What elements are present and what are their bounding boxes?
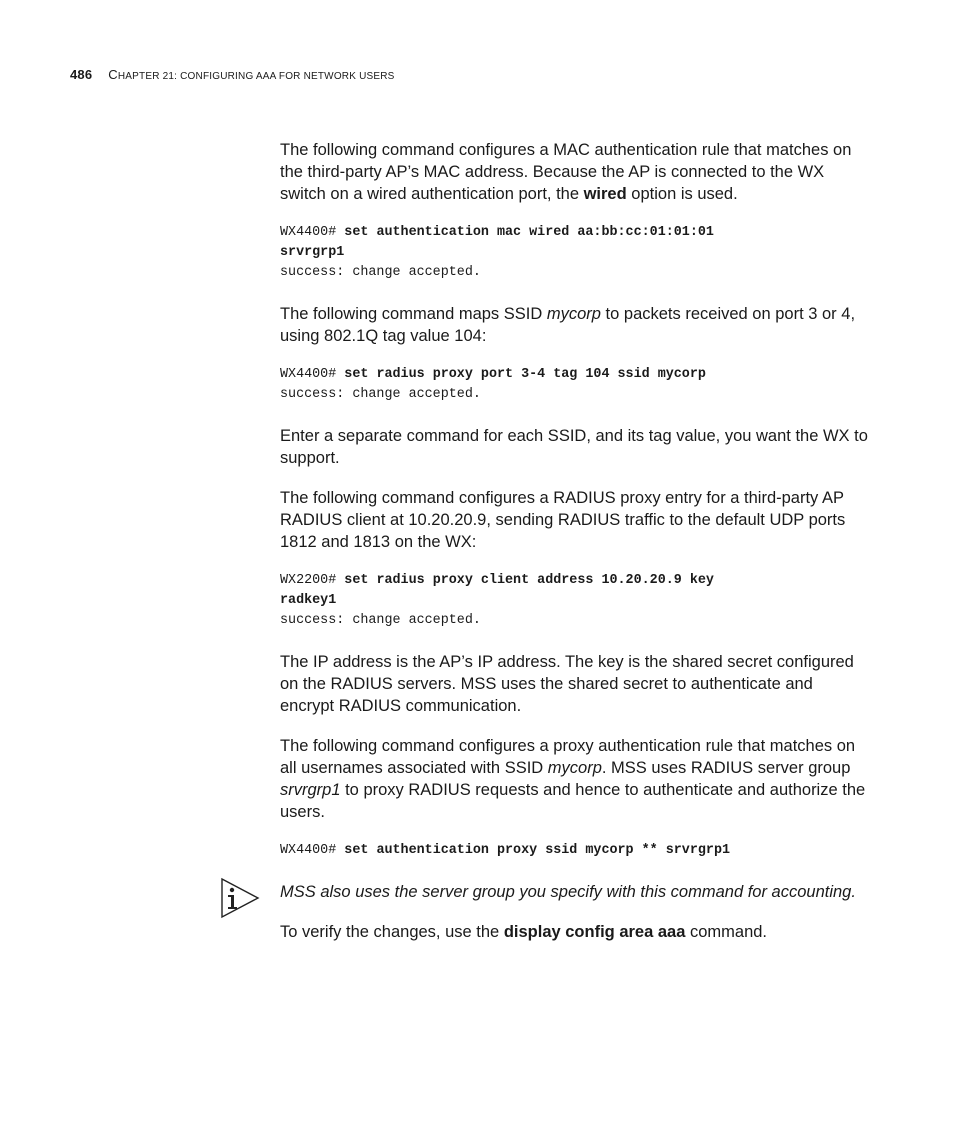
code-block-proxy-port: WX4400# set radius proxy port 3-4 tag 104 ssid mycorp success: change accepted. <box>280 367 706 402</box>
paragraph-ssid-map: The following command maps SSID mycorp to packets received on port 3 or 4, using 802.1Q tag value 104: <box>280 305 856 345</box>
chapter-rest: HAPTER 21: C <box>117 71 188 82</box>
paragraph-separate-command: Enter a separate command for each SSID, and its tag value, you want the WX to support. <box>280 427 868 467</box>
paragraph-mac-auth: The following command configures a MAC authentication rule that matches on the third-party AP’s MAC address. Because the AP is connected to the WX switch on a wired authentication port, the wired option is used. <box>280 141 852 203</box>
page-content <box>280 139 870 961</box>
code-block-auth-proxy: WX4400# set authentication proxy ssid mycorp ** srvrgrp1 <box>280 843 731 858</box>
chapter-title: ONFIGURING AAA FOR NETWORK USERS <box>187 71 395 82</box>
note <box>280 881 870 903</box>
page-header <box>70 67 395 82</box>
chapter-prefix: C <box>108 67 118 82</box>
code-block-mac-auth: WX4400# set authentication mac wired aa:bb:cc:01:01:01 srvrgrp1 success: change accepted. <box>280 225 714 280</box>
paragraph-proxy-entry: The following command configures a RADIUS proxy entry for a third-party AP RADIUS client at 10.20.20.9, sending RADIUS traffic to the default UDP ports 1812 and 1813 on the WX: <box>280 489 846 551</box>
note-text: MSS also uses the server group you specify with this command for accounting. <box>280 883 856 901</box>
paragraph-proxy-rule: The following command configures a proxy authentication rule that matches on all usernames associated with SSID mycorp. MSS uses RADIUS server group srvrgrp1 to proxy RADIUS requests and hence to authenticate and authorize the users. <box>280 737 866 821</box>
paragraph-verify: To verify the changes, use the display config area aaa command. <box>280 923 768 941</box>
info-icon <box>220 877 260 919</box>
page-number: 486 <box>70 67 93 82</box>
code-block-proxy-client: WX2200# set radius proxy client address 10.20.20.9 key radkey1 success: change accepted. <box>280 573 714 628</box>
paragraph-ip-address: The IP address is the AP’s IP address. The key is the shared secret configured on the RADIUS servers. MSS uses the shared secret to authenticate and encrypt RADIUS communication. <box>280 653 854 715</box>
